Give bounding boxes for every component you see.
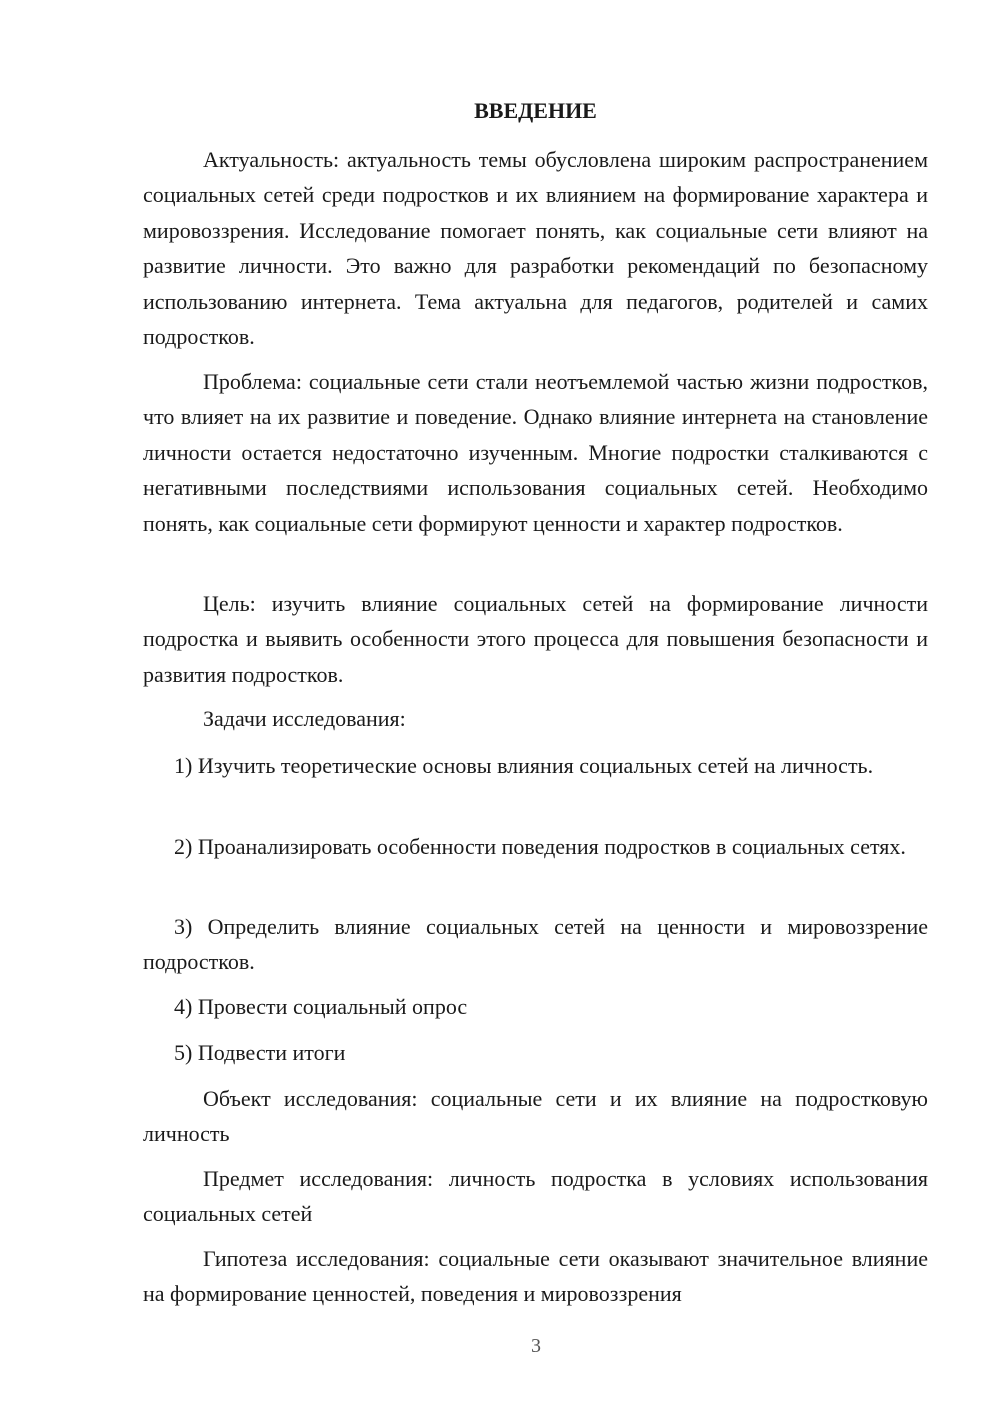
paragraph-object: Объект исследования: социальные сети и их влияние на подростковую личность <box>143 1086 928 1147</box>
task-item-2: 2) Проанализировать особенности поведения подростков в социальных сетях. <box>174 834 906 859</box>
task-item-4: 4) Провести социальный опрос <box>174 994 468 1019</box>
paragraph-subject: Предмет исследования: личность подростка в условиях использования социальных сетей <box>143 1166 928 1227</box>
paragraph-problem: Проблема: социальные сети стали неотъемлемой частью жизни подростков, что влияет на их развитие и поведение. Однако влияние интернета на становление личности остается недостаточно изученным. Многие подростки сталкиваются с негативными последствиями использования социальных сетей. Необходимо понять, как социальные сети формируют ценности и характер подростков. <box>143 369 928 536</box>
paragraph-goal: Цель: изучить влияние социальных сетей на формирование личности подростка и выявить особенности этого процесса для повышения безопасности и развития подростков. <box>143 591 928 687</box>
paragraph-relevance: Актуальность: актуальность темы обусловлена широким распространением социальных сетей среди подростков и их влиянием на формирование характера и мировоззрения. Исследование помогает понять, как социальные сети влияют на развитие личности. Это важно для разработки рекомендаций по безопасному использованию интернета. Тема актуальна для педагогов, родителей и самих подростков. <box>143 147 928 350</box>
page-number: 3 <box>531 1335 541 1357</box>
task-item-5: 5) Подвести итоги <box>174 1040 346 1065</box>
task-item-1: 1) Изучить теоретические основы влияния социальных сетей на личность. <box>174 753 874 778</box>
task-item-3: 3) Определить влияние социальных сетей на ценности и мировоззрение подростков. <box>143 914 928 975</box>
section-title: ВВЕДЕНИЕ <box>474 98 597 123</box>
paragraph-hypothesis: Гипотеза исследования: социальные сети оказывают значительное влияние на формирование ценностей, поведения и мировоззрения <box>143 1246 928 1307</box>
tasks-heading: Задачи исследования: <box>203 706 406 731</box>
